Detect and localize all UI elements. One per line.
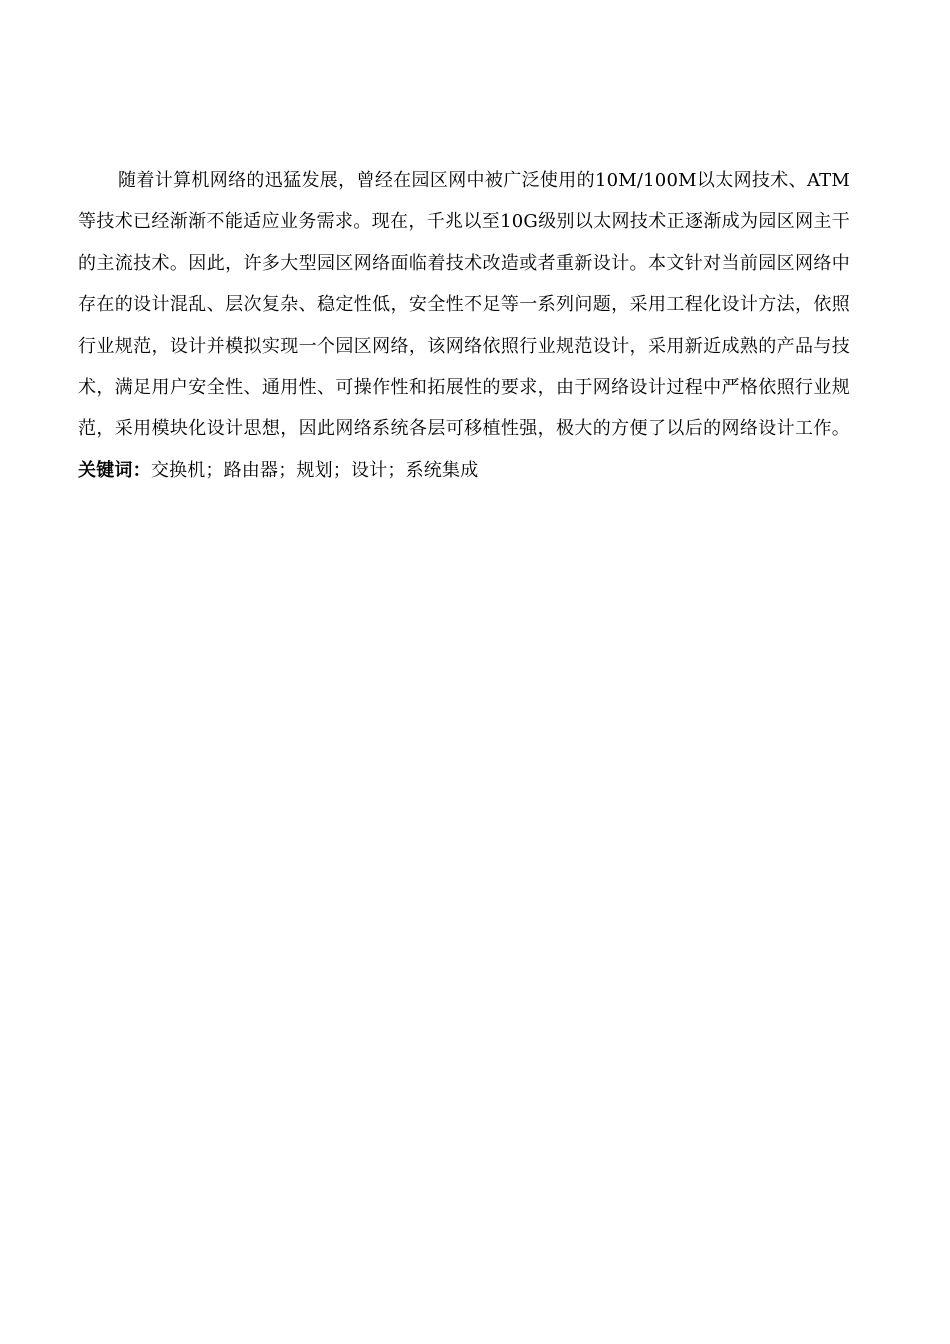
keywords-list: 交换机；路由器；规划；设计；系统集成	[150, 459, 479, 481]
abstract-paragraph	[78, 160, 850, 491]
abstract-body-text: 随着计算机网络的迅猛发展，曾经在园区网中被广泛使用的10M/100M以太网技术、ATM等技术已经渐渐不能适应业务需求。现在，千兆以至10G级别以太网技术正逐渐成为园区网主干的主流技术。因此，许多大型园区网络面临着技术改造或者重新设计。本文针对当前园区网络中存在的设计混乱、层次复杂、稳定性低，安全性不足等一系列问题，采用工程化设计方法，依照行业规范，设计并模拟实现一个园区网络，该网络依照行业规范设计，采用新近成熟的产品与技术，满足用户安全性、通用性、可操作性和拓展性的要求，由于网络设计过程中严格依照行业规范，采用模块化设计思想，因此网络系统各层可移植性强，极大的方便了以后的网络设计工作。	[78, 170, 850, 440]
keywords-label: 关键词：	[78, 459, 151, 481]
